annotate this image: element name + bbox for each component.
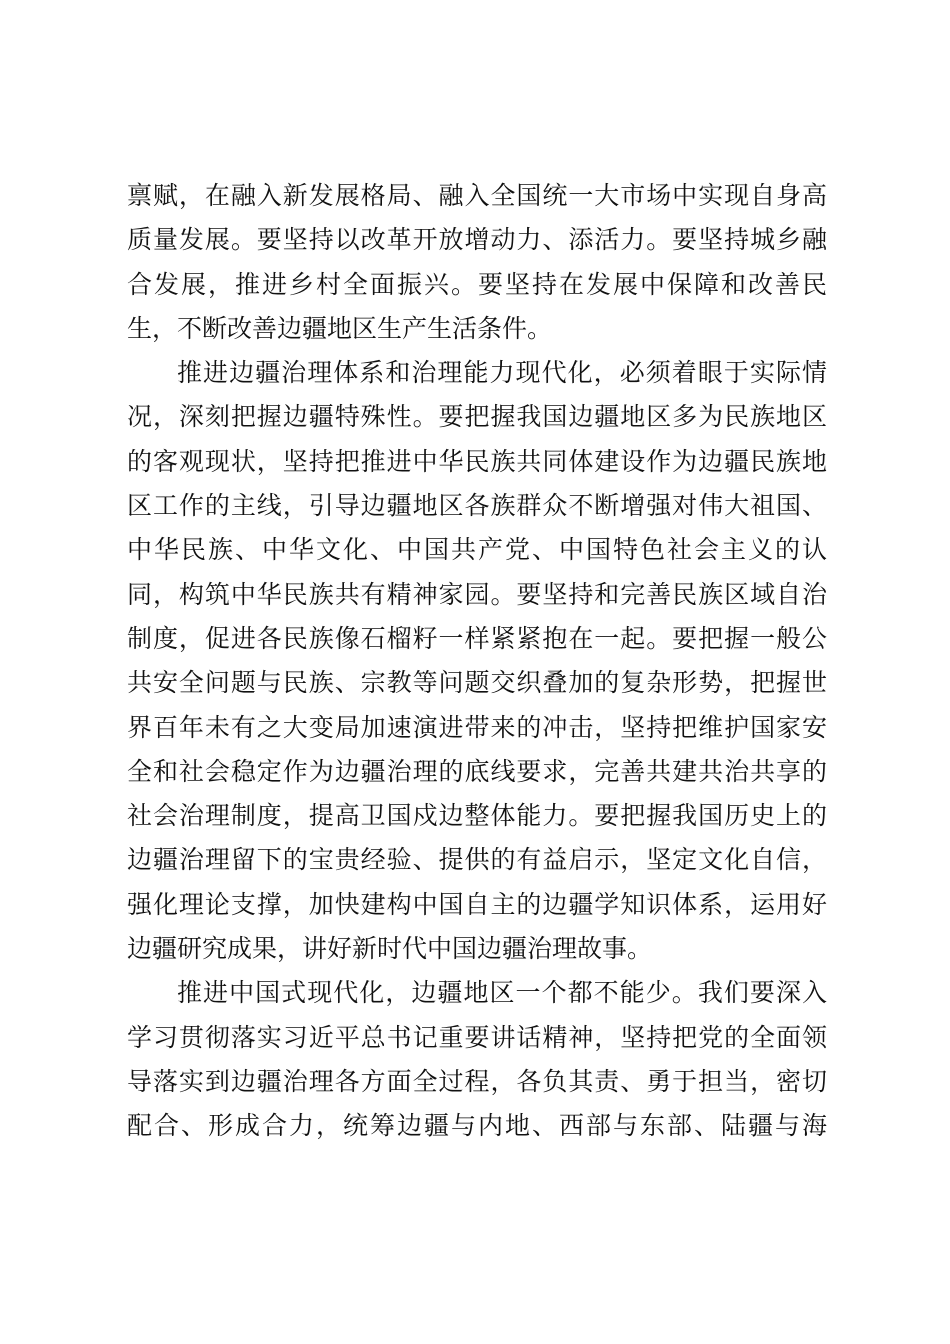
body-text [127,174,827,1149]
text-line: 区工作的主线，引导边疆地区各族群众不断增强对伟大祖国、 [127,491,827,521]
text-line: 质量发展。要坚持以改革开放增动力、添活力。要坚持城乡融 [127,225,827,255]
text-line: 界百年未有之大变局加速演进带来的冲击，坚持把维护国家安 [127,712,827,742]
paragraph-end-line: 生，不断改善边疆地区生产生活条件。 [127,313,553,343]
text-line: 同，构筑中华民族共有精神家园。要坚持和完善民族区域自治 [127,579,827,609]
text-line: 导落实到边疆治理各方面全过程，各负其责、勇于担当，密切 [127,1066,827,1096]
text-line: 禀赋，在融入新发展格局、融入全国统一大市场中实现自身高 [127,181,827,210]
text-line: 配合、形成合力，统筹边疆与内地、西部与东部、陆疆与海 [127,1111,827,1141]
text-line: 全和社会稳定作为边疆治理的底线要求，完善共建共治共享的 [127,756,827,786]
text-line: 学习贯彻落实习近平总书记重要讲话精神，坚持把党的全面领 [127,1022,827,1052]
text-line: 边疆治理留下的宝贵经验、提供的有益启示，坚定文化自信， [127,845,827,875]
text-line: 的客观现状，坚持把推进中华民族共同体建设作为边疆民族地 [127,446,827,476]
paragraph-first-line: 推进边疆治理体系和治理能力现代化，必须着眼于实际情 [177,358,827,388]
paragraph-first-line: 推进中国式现代化，边疆地区一个都不能少。我们要深入 [177,978,827,1008]
text-line: 共安全问题与民族、宗教等问题交织叠加的复杂形势，把握世 [127,668,827,698]
text-line: 中华民族、中华文化、中国共产党、中国特色社会主义的认 [127,535,827,565]
text-line: 况，深刻把握边疆特殊性。要把握我国边疆地区多为民族地区 [127,402,827,432]
text-line: 强化理论支撑，加快建构中国自主的边疆学知识体系，运用好 [127,889,827,919]
paragraph-end-line: 边疆研究成果，讲好新时代中国边疆治理故事。 [127,934,653,964]
text-line: 合发展，推进乡村全面振兴。要坚持在发展中保障和改善民 [127,269,827,299]
text-line: 制度，促进各民族像石榴籽一样紧紧抱在一起。要把握一般公 [127,623,827,653]
text-line: 社会治理制度，提高卫国戍边整体能力。要把握我国历史上的 [127,801,827,831]
